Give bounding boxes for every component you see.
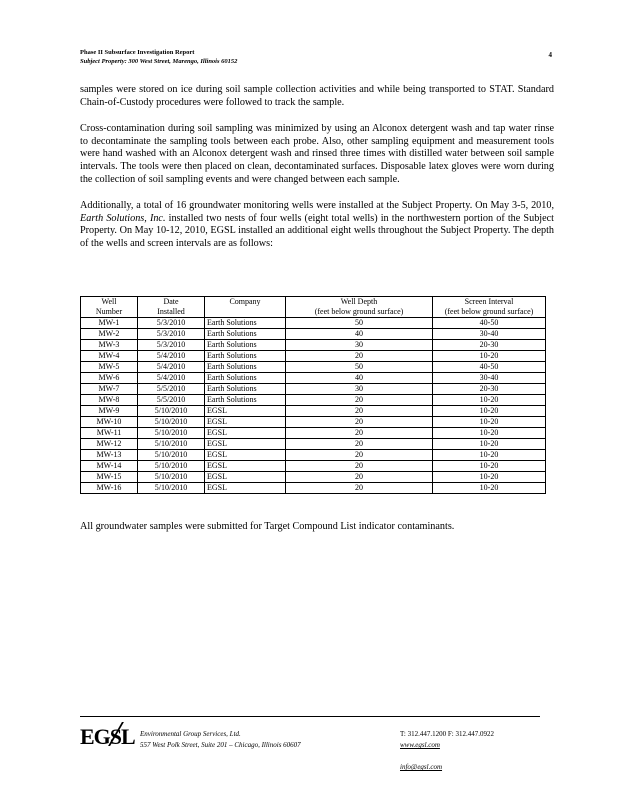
cell-date: 5/10/2010: [138, 428, 205, 439]
cell-well: MW-13: [81, 450, 138, 461]
footer-company: [140, 729, 301, 751]
table-row: [81, 483, 546, 494]
cell-depth: 20: [286, 417, 433, 428]
cell-date: 5/10/2010: [138, 417, 205, 428]
paragraph-3-part-b: installed two nests of four wells (eight total wells) in the northwestern portion of the Subject Property. On May 10-12, 2010, EGSL installed an additional eight wells throughout the Subject Property. The depth of the wells and screen intervals are as follows:: [80, 212, 554, 249]
table-row: [81, 318, 546, 329]
cell-depth: 30: [286, 340, 433, 351]
cell-company: Earth Solutions: [205, 351, 286, 362]
cell-date: 5/4/2010: [138, 351, 205, 362]
cell-company: EGSL: [205, 472, 286, 483]
closing-paragraph: All groundwater samples were submitted for Target Compound List indicator contaminants.: [80, 521, 455, 532]
cell-screen: 20-30: [433, 340, 546, 351]
cell-depth: 20: [286, 450, 433, 461]
cell-date: 5/3/2010: [138, 329, 205, 340]
cell-depth: 20: [286, 461, 433, 472]
cell-well: MW-12: [81, 439, 138, 450]
page-number: 4: [548, 51, 552, 59]
cell-company: EGSL: [205, 439, 286, 450]
cell-company: EGSL: [205, 483, 286, 494]
footer-website-link[interactable]: www.egsl.com: [400, 741, 440, 749]
cell-company: EGSL: [205, 450, 286, 461]
table-row: [81, 439, 546, 450]
cell-date: 5/5/2010: [138, 384, 205, 395]
cell-company: EGSL: [205, 417, 286, 428]
footer-divider: [80, 716, 540, 717]
cell-screen: 40-50: [433, 362, 546, 373]
cell-depth: 20: [286, 395, 433, 406]
header-screen: Screen Interval (feet below ground surface): [433, 297, 546, 318]
company-name-emphasis: Earth Solutions, Inc.: [80, 212, 166, 224]
footer-contact: [400, 729, 494, 773]
cell-depth: 50: [286, 318, 433, 329]
cell-well: MW-9: [81, 406, 138, 417]
cell-company: EGSL: [205, 406, 286, 417]
cell-company: Earth Solutions: [205, 318, 286, 329]
footer-company-name: Environmental Group Services, Ltd.: [140, 730, 241, 738]
cell-screen: 10-20: [433, 351, 546, 362]
cell-screen: 10-20: [433, 472, 546, 483]
cell-company: Earth Solutions: [205, 340, 286, 351]
footer-address: 557 West Polk Street, Suite 201 – Chicago, Illinois 60607: [140, 741, 301, 749]
footer-phone-fax: T: 312.447.1200 F: 312.447.0922: [400, 730, 494, 738]
paragraph-1: samples were stored on ice during soil sample collection activities and while being transported to STAT. Standard Chain-of-Custody procedures were followed to track the sample.: [80, 84, 554, 108]
cell-screen: 10-20: [433, 439, 546, 450]
cell-screen: 10-20: [433, 461, 546, 472]
cell-well: MW-5: [81, 362, 138, 373]
cell-company: Earth Solutions: [205, 395, 286, 406]
paragraph-3: [80, 200, 554, 250]
table-row: [81, 373, 546, 384]
header-well: Well Number: [81, 297, 138, 318]
table-row: [81, 472, 546, 483]
cell-screen: 10-20: [433, 483, 546, 494]
cell-date: 5/3/2010: [138, 318, 205, 329]
cell-screen: 10-20: [433, 395, 546, 406]
cell-depth: 40: [286, 373, 433, 384]
cell-depth: 50: [286, 362, 433, 373]
table-row: [81, 384, 546, 395]
paragraph-3-part-a: Additionally, a total of 16 groundwater monitoring wells were installed at the Subject Property. On May 3-5, 2010,: [80, 200, 554, 212]
table-row: [81, 406, 546, 417]
footer-email-link[interactable]: info@egsl.com: [400, 763, 443, 771]
cell-company: EGSL: [205, 461, 286, 472]
table-row: [81, 351, 546, 362]
cell-well: MW-4: [81, 351, 138, 362]
table-header-row: [81, 297, 546, 318]
cell-date: 5/10/2010: [138, 406, 205, 417]
cell-depth: 20: [286, 428, 433, 439]
cell-date: 5/10/2010: [138, 472, 205, 483]
cell-well: MW-7: [81, 384, 138, 395]
cell-well: MW-10: [81, 417, 138, 428]
cell-date: 5/5/2010: [138, 395, 205, 406]
cell-screen: 10-20: [433, 450, 546, 461]
cell-date: 5/4/2010: [138, 362, 205, 373]
cell-company: Earth Solutions: [205, 373, 286, 384]
table-row: [81, 428, 546, 439]
table-row: [81, 461, 546, 472]
cell-well: MW-6: [81, 373, 138, 384]
cell-company: Earth Solutions: [205, 329, 286, 340]
page-header: [80, 48, 550, 66]
cell-screen: 20-30: [433, 384, 546, 395]
cell-screen: 30-40: [433, 329, 546, 340]
cell-depth: 20: [286, 472, 433, 483]
cell-company: Earth Solutions: [205, 384, 286, 395]
cell-well: MW-15: [81, 472, 138, 483]
cell-date: 5/3/2010: [138, 340, 205, 351]
table-row: [81, 362, 546, 373]
cell-screen: 10-20: [433, 417, 546, 428]
cell-well: MW-8: [81, 395, 138, 406]
header-date: Date Installed: [138, 297, 205, 318]
body-text: [80, 84, 554, 265]
cell-screen: 10-20: [433, 406, 546, 417]
cell-date: 5/10/2010: [138, 483, 205, 494]
table-row: [81, 450, 546, 461]
cell-date: 5/10/2010: [138, 461, 205, 472]
cell-depth: 20: [286, 439, 433, 450]
cell-depth: 40: [286, 329, 433, 340]
header-company: Company: [205, 297, 286, 318]
cell-well: MW-2: [81, 329, 138, 340]
cell-screen: 40-50: [433, 318, 546, 329]
header-depth: Well Depth (feet below ground surface): [286, 297, 433, 318]
cell-date: 5/10/2010: [138, 439, 205, 450]
cell-company: EGSL: [205, 428, 286, 439]
table-row: [81, 340, 546, 351]
cell-depth: 20: [286, 406, 433, 417]
table-row: [81, 395, 546, 406]
cell-depth: 20: [286, 351, 433, 362]
cell-date: 5/4/2010: [138, 373, 205, 384]
report-title: Phase II Subsurface Investigation Report: [80, 49, 195, 56]
wells-table: [80, 296, 546, 494]
cell-well: MW-3: [81, 340, 138, 351]
cell-well: MW-1: [81, 318, 138, 329]
cell-date: 5/10/2010: [138, 450, 205, 461]
cell-well: MW-16: [81, 483, 138, 494]
egsl-logo: EGSL: [80, 724, 135, 750]
subject-property: Subject Property: 300 West Street, Marengo, Illinois 60152: [80, 58, 238, 65]
cell-well: MW-14: [81, 461, 138, 472]
cell-well: MW-11: [81, 428, 138, 439]
cell-screen: 30-40: [433, 373, 546, 384]
cell-depth: 20: [286, 483, 433, 494]
paragraph-2: Cross-contamination during soil sampling was minimized by using an Alconox detergent wash and tap water rinse to decontaminate the sampling tools between each probe. Also, other sampling equipment and measurement tools were hand washed with an Alconox detergent wash and rinsed three times with distilled water between soil sample intervals. The tools were then placed on clean, decontaminated surfaces. Disposable latex gloves were worn during the collection of soil sampling events and were changed between each sample.: [80, 123, 554, 185]
cell-depth: 30: [286, 384, 433, 395]
table-row: [81, 417, 546, 428]
cell-company: Earth Solutions: [205, 362, 286, 373]
table-row: [81, 329, 546, 340]
cell-screen: 10-20: [433, 428, 546, 439]
